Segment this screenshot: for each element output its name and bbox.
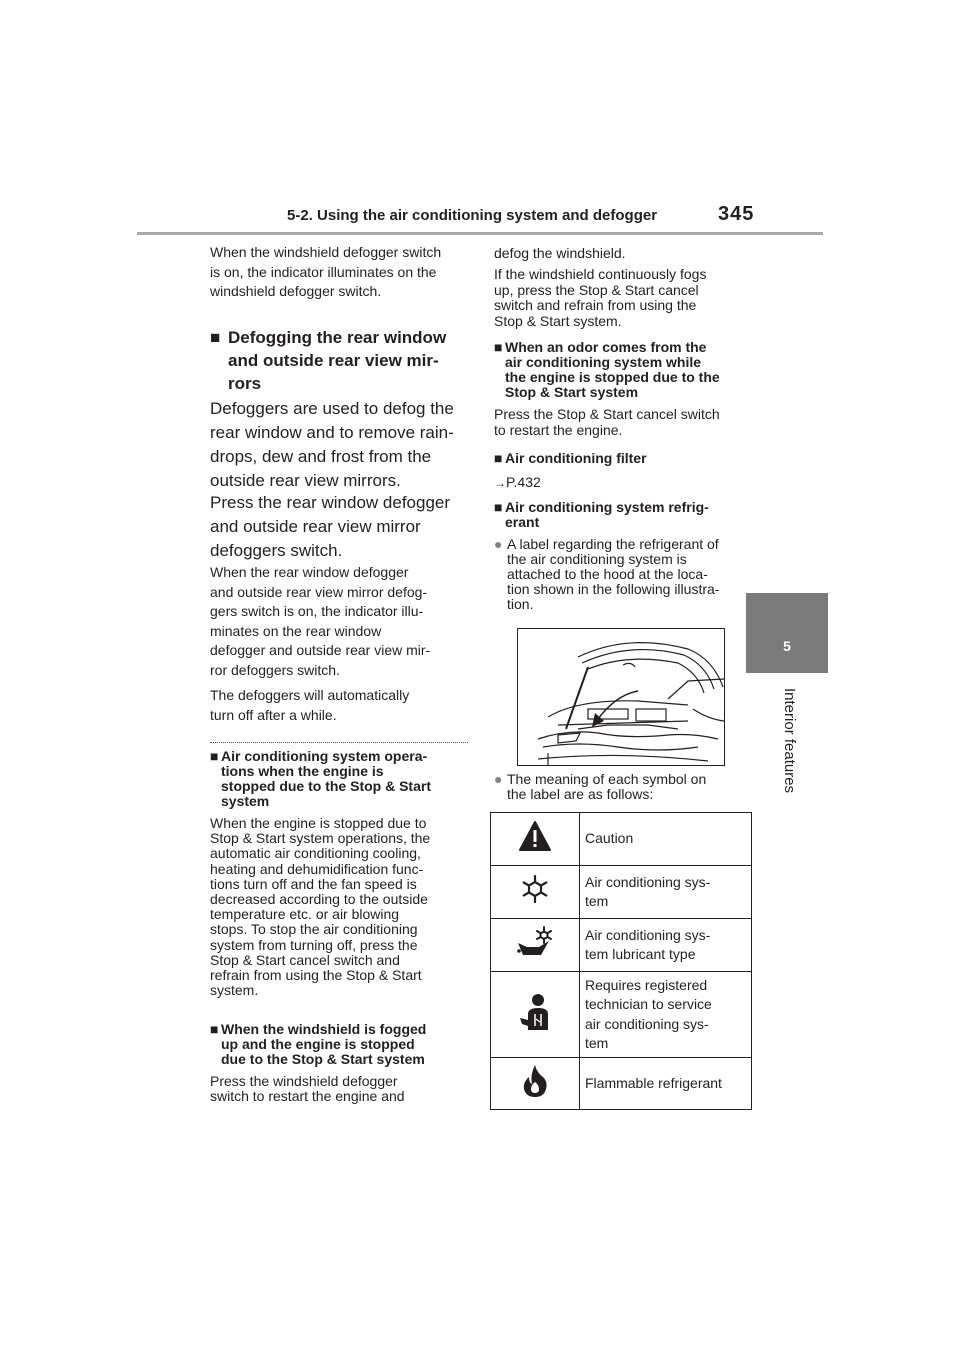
table-row — [491, 1058, 752, 1110]
text-line: gers switch is on, the indicator illu- — [210, 603, 424, 619]
title-line: up and the engine is stopped — [221, 1036, 415, 1052]
title-line: Air conditioning filter — [505, 450, 647, 466]
text-line: drops, dew and frost from the — [210, 447, 432, 466]
heading-line: Defogging the rear window — [228, 328, 447, 347]
text-line: up, press the Stop & Start cancel — [494, 281, 699, 298]
title-line: When an odor comes from the — [505, 339, 707, 355]
text-line: switch to restart the engine and — [210, 1088, 405, 1105]
text-line: decreased according to the outside — [210, 891, 428, 908]
text-line: Air conditioning sys- — [585, 926, 711, 943]
note-title — [210, 749, 468, 809]
warning-triangle-icon — [518, 820, 552, 852]
text-line: and outside rear view mirror defog- — [210, 583, 428, 600]
text-line: Stop & Start cancel switch and — [210, 951, 400, 968]
fogs-paragraph — [494, 267, 750, 330]
text-line: If the windshield continuously fogs — [494, 266, 707, 282]
text-line: automatic air conditioning cooling, — [210, 845, 421, 862]
note-refrigerant — [494, 500, 750, 612]
text-line: tem — [585, 893, 609, 909]
table-cell-icon — [491, 866, 580, 919]
text-line: When the windshield defogger switch is on, the indicator illuminates on the windshield defogger switch. — [210, 244, 442, 299]
title-line: due to the Stop & Start system — [221, 1051, 425, 1067]
bullet-symbol-meaning — [494, 772, 763, 802]
text-line: and outside rear view mirror — [210, 517, 421, 536]
rear-indicator-paragraph — [210, 563, 468, 680]
text-line: technician to service — [585, 996, 712, 1012]
heading-line: and outside rear view mir- — [228, 351, 439, 370]
text-line: the label are as follows: — [507, 786, 654, 802]
text-line: tion. — [507, 596, 534, 612]
section-title: 5-2. Using the air conditioning system and defogger — [287, 207, 658, 224]
section-divider — [210, 742, 468, 743]
table-row — [491, 972, 752, 1058]
title-line: stopped due to the Stop & Start — [221, 778, 431, 794]
text-line: switch and refrain from using the — [494, 297, 697, 314]
text-line: Flammable refrigerant — [585, 1074, 722, 1091]
note-title — [210, 1022, 468, 1067]
heading-line: rors — [228, 374, 262, 393]
table-cell-text — [580, 972, 752, 1058]
text-line: the air conditioning system is — [507, 551, 687, 567]
note-stopped — [210, 749, 468, 998]
text-line: system from turning off, press the — [210, 936, 418, 953]
text-line: turn off after a while. — [210, 706, 337, 723]
text-line: defogger and outside rear view mir- — [210, 642, 431, 658]
text-line: tem — [585, 1035, 609, 1051]
note-body — [210, 1074, 468, 1104]
windshield-indicator-paragraph — [210, 243, 468, 302]
table-cell-icon — [491, 972, 580, 1058]
flame-icon — [521, 1063, 549, 1099]
text-line: Stop & Start system. — [494, 313, 622, 330]
text-line: Stop & Start system operations, the — [210, 830, 431, 847]
bullet-label-location — [494, 537, 750, 612]
title-line: Air conditioning system opera- — [221, 748, 428, 764]
page-number: 345 — [718, 203, 755, 225]
square-bullet-icon: ■ — [494, 499, 503, 515]
continued-line: defog the windshield. — [494, 245, 626, 261]
title-line: Air conditioning system refrig- — [505, 499, 709, 515]
table-row — [491, 919, 752, 972]
reference-text: P.432 — [506, 474, 541, 490]
text-line: The meaning of each symbol on — [507, 771, 707, 787]
text-line: to restart the engine. — [494, 421, 623, 438]
table-cell-text — [580, 919, 752, 972]
symbol-table — [490, 812, 752, 1110]
oil-can-snowflake-icon — [515, 925, 555, 959]
table-cell-text — [580, 813, 752, 866]
text-line: refrain from using the Stop & Start — [210, 967, 422, 984]
table-cell-icon — [491, 813, 580, 866]
text-line: attached to the hood at the loca- — [507, 566, 708, 582]
rear-intro-paragraph — [210, 397, 468, 493]
heading — [210, 326, 468, 395]
text-line: Defoggers are used to defog the — [210, 399, 454, 418]
circle-bullet-icon: ● — [494, 771, 503, 787]
note-fogged — [210, 1022, 468, 1104]
text-line: A label regarding the refrigerant of — [507, 536, 719, 552]
rear-defog-heading — [210, 326, 468, 395]
title-line: Stop & Start system — [505, 384, 639, 400]
title-line: When the windshield is fogged — [221, 1021, 427, 1037]
square-bullet-icon: ■ — [210, 328, 221, 347]
table-cell-text — [580, 866, 752, 919]
note-body — [494, 407, 750, 438]
square-bullet-icon: ■ — [210, 748, 219, 764]
title-line: tions when the engine is — [221, 763, 384, 779]
note-title — [494, 451, 750, 466]
text-line: temperature etc. or air blowing — [210, 906, 400, 923]
square-bullet-icon: ■ — [494, 450, 503, 466]
square-bullet-icon: ■ — [210, 1021, 219, 1037]
technician-icon — [518, 992, 552, 1032]
text-line: tions turn off and the fan speed is — [210, 875, 417, 892]
text-line: Press the Stop & Start cancel switch — [494, 406, 720, 422]
text-line: system. — [210, 982, 259, 999]
table-row — [491, 813, 752, 866]
text-line: ror defoggers switch. — [210, 661, 340, 678]
text-line: stops. To stop the air conditioning — [210, 921, 418, 938]
text-line: air conditioning sys- — [585, 1015, 709, 1032]
title-line: system — [221, 793, 270, 809]
text-line: minates on the rear window — [210, 622, 382, 639]
table-cell-icon — [491, 1058, 580, 1110]
note-title — [494, 340, 750, 400]
title-line: the engine is stopped due to the — [505, 369, 720, 385]
chapter-number: 5 — [783, 638, 791, 654]
text-line: heating and dehumidification func- — [210, 860, 424, 877]
text-line: The defoggers will automatically — [210, 687, 410, 703]
text-line: Requires registered — [585, 976, 708, 993]
table-row — [491, 866, 752, 919]
text-line: Press the windshield defogger — [210, 1073, 398, 1089]
circle-bullet-icon: ● — [494, 536, 503, 552]
text-line: When the rear window defogger — [210, 564, 409, 580]
table-cell-icon — [491, 919, 580, 972]
chapter-tab — [746, 593, 828, 673]
snowflake-icon — [519, 873, 551, 905]
title-line: erant — [505, 514, 540, 530]
header-rule — [137, 232, 823, 235]
text-line: Caution — [585, 830, 634, 847]
note-filter — [494, 451, 750, 492]
note-odor — [494, 340, 750, 438]
text-line: defoggers switch. — [210, 541, 343, 560]
car-hood-open-icon — [518, 629, 724, 765]
page-reference — [494, 474, 750, 492]
text-line: Air conditioning sys- — [585, 873, 711, 890]
text-line: tem lubricant type — [585, 946, 696, 962]
rear-press-paragraph — [210, 491, 468, 563]
title-line: air conditioning system while — [505, 354, 702, 370]
rear-auto-off-paragraph — [210, 686, 468, 725]
text-line: tion shown in the following illustra- — [507, 581, 720, 597]
text-line: When the engine is stopped due to — [210, 815, 427, 831]
square-bullet-icon: ■ — [494, 339, 503, 355]
note-title — [494, 500, 750, 530]
table-cell-text — [580, 1058, 752, 1110]
arrow-right-icon: → — [494, 476, 506, 490]
note-body — [210, 816, 468, 998]
hood-label-illustration — [517, 628, 725, 766]
chapter-label: Interior features — [781, 688, 798, 794]
text-line: rear window and to remove rain- — [210, 423, 454, 442]
text-line: Press the rear window defogger — [210, 493, 451, 512]
text-line: outside rear view mirrors. — [210, 471, 401, 490]
